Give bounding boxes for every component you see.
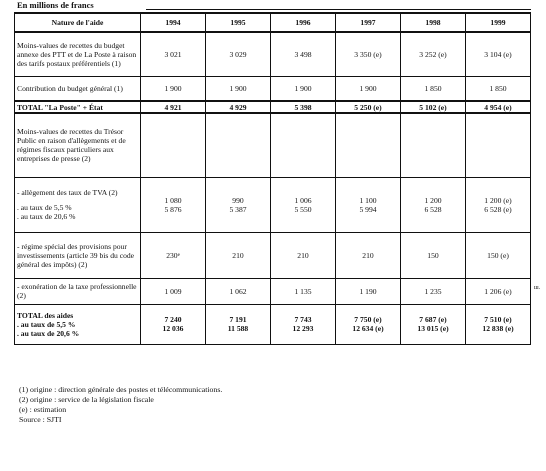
row-label: Contribution du budget général (1) [15, 76, 141, 101]
cell-value: 4 929 [206, 101, 271, 113]
cell-value: 1 900 [141, 76, 206, 101]
row-sublabel: . au taux de 20,6 % [17, 212, 76, 221]
row-label: Moins-values de recettes du Trésor Public en raison d'allègements et de régimes fiscaux particuliers aux entreprises de presse (2) [15, 113, 141, 177]
row-label [15, 304, 141, 344]
cell-value: 1 900 [206, 76, 271, 101]
table-row [15, 278, 531, 304]
footnote: (e) : estimation [19, 405, 67, 414]
cell-value: 3 498 [271, 32, 336, 76]
cell-value: 150 [401, 232, 466, 278]
cell-value: 1 190 [336, 278, 401, 304]
footnote: (2) origine : service de la législation fiscale [19, 395, 154, 404]
cell-value: 5 550 [294, 204, 312, 214]
unit-caption: En millions de francs [17, 0, 94, 10]
header-nature: Nature de l'aide [15, 13, 141, 32]
margin-mark: ш. [534, 285, 541, 291]
row-label-main: TOTAL des aides [17, 310, 74, 320]
cell-value: 7 750 (e) [354, 315, 382, 324]
empty-cell [401, 113, 466, 177]
header-year: 1998 [401, 13, 466, 32]
row-sublabel: . au taux de 5,5 % [17, 203, 72, 212]
cell-value: 210 [206, 232, 271, 278]
cell-pair [466, 304, 531, 344]
source-note: Source : SJTI [19, 415, 62, 424]
cell-value: 210 [336, 232, 401, 278]
cell-value: 12 036 [162, 324, 184, 333]
row-label-main: - allègement des taux de TVA (2) [17, 188, 118, 197]
cell-value: 7 743 [294, 315, 312, 324]
total-row [15, 101, 531, 113]
cell-value: 3 104 (e) [466, 32, 531, 76]
header-top-rule [146, 9, 531, 10]
row-label: TOTAL "La Poste" + État [15, 101, 141, 113]
cell-pair [466, 177, 531, 232]
estimate-mark: e [177, 252, 180, 258]
row-sublabel: . au taux de 20,6 % [17, 328, 80, 338]
cell-pair [271, 177, 336, 232]
cell-value: 1 006 [294, 195, 312, 205]
cell-value: 1 062 [206, 278, 271, 304]
cell-value: 1 206 (e) [466, 278, 531, 304]
cell-value: 13 015 (e) [417, 324, 449, 333]
cell-value: 5 250 (e) [336, 101, 401, 113]
cell-value: 5 387 [229, 204, 247, 214]
header-year: 1997 [336, 13, 401, 32]
press-aid-table [14, 12, 531, 345]
cell-value: 5 994 [359, 204, 377, 214]
cell-value: 5 876 [164, 204, 182, 214]
cell-value: 4 921 [141, 101, 206, 113]
cell-value: 6 528 [424, 204, 442, 214]
header-year: 1996 [271, 13, 336, 32]
cell-value: 12 838 (e) [482, 324, 514, 333]
cell-value: 12 634 (e) [352, 324, 384, 333]
footnotes [19, 385, 222, 425]
row-label: - exonération de la taxe professionnelle (2) [15, 278, 141, 304]
empty-cell [206, 113, 271, 177]
cell-value: 7 510 (e) [484, 315, 512, 324]
cell-value: 150 (e) [466, 232, 531, 278]
cell-value: 1 100 [359, 195, 377, 205]
table-row [15, 177, 531, 232]
empty-cell [466, 113, 531, 177]
cell-value: 230 [166, 250, 178, 260]
empty-cell [141, 113, 206, 177]
cell-value: 12 293 [292, 324, 314, 333]
cell-pair [401, 177, 466, 232]
row-label [15, 177, 141, 232]
header-year: 1999 [466, 13, 531, 32]
table-row [15, 76, 531, 101]
empty-cell [336, 113, 401, 177]
cell-value: 3 350 (e) [336, 32, 401, 76]
cell-value: 1 850 [466, 76, 531, 101]
table-row [15, 113, 531, 177]
cell-value: 1 200 [424, 195, 442, 205]
cell-value: 5 102 (e) [401, 101, 466, 113]
table-row [15, 32, 531, 76]
cell-value: 990 [232, 195, 244, 205]
cell-pair [206, 177, 271, 232]
cell-value: 3 252 (e) [401, 32, 466, 76]
total-aides-row [15, 304, 531, 344]
row-sublabel: . au taux de 5,5 % [17, 319, 76, 329]
cell-value: 7 240 [164, 315, 182, 324]
cell-value: 1 200 (e) [484, 195, 512, 205]
cell-value: 5 398 [271, 101, 336, 113]
cell-value: 7 687 (e) [419, 315, 447, 324]
cell-value: 4 954 (e) [466, 101, 531, 113]
cell-pair [336, 304, 401, 344]
cell-pair [141, 304, 206, 344]
cell-value: 6 528 (e) [484, 204, 512, 214]
cell-value: 1 009 [141, 278, 206, 304]
row-label: - régime spécial des provisions pour investissements (article 39 bis du code général des impôts) (2) [15, 232, 141, 278]
header-row [15, 13, 531, 32]
cell-value: 7 191 [229, 315, 247, 324]
cell-value: 3 029 [206, 32, 271, 76]
cell-value: 1 080 [164, 195, 182, 205]
cell-pair [206, 304, 271, 344]
empty-cell [271, 113, 336, 177]
cell-pair [401, 304, 466, 344]
cell-pair [336, 177, 401, 232]
cell-value: 3 021 [141, 32, 206, 76]
cell-pair [271, 304, 336, 344]
footnote: (1) origine : direction générale des postes et télécommunications. [19, 385, 223, 394]
cell-value: 1 235 [401, 278, 466, 304]
cell-value-with-mark [141, 232, 206, 278]
cell-value: 1 135 [271, 278, 336, 304]
header-year: 1995 [206, 13, 271, 32]
row-label: Moins-values de recettes du budget annexe des PTT et de La Poste à raison des tarifs postaux préférentiels (1) [15, 32, 141, 76]
cell-value: 1 900 [271, 76, 336, 101]
header-year: 1994 [141, 13, 206, 32]
table-row [15, 232, 531, 278]
cell-value: 210 [271, 232, 336, 278]
cell-value: 1 900 [336, 76, 401, 101]
cell-value: 1 850 [401, 76, 466, 101]
cell-pair [141, 177, 206, 232]
cell-value: 11 588 [227, 324, 249, 333]
